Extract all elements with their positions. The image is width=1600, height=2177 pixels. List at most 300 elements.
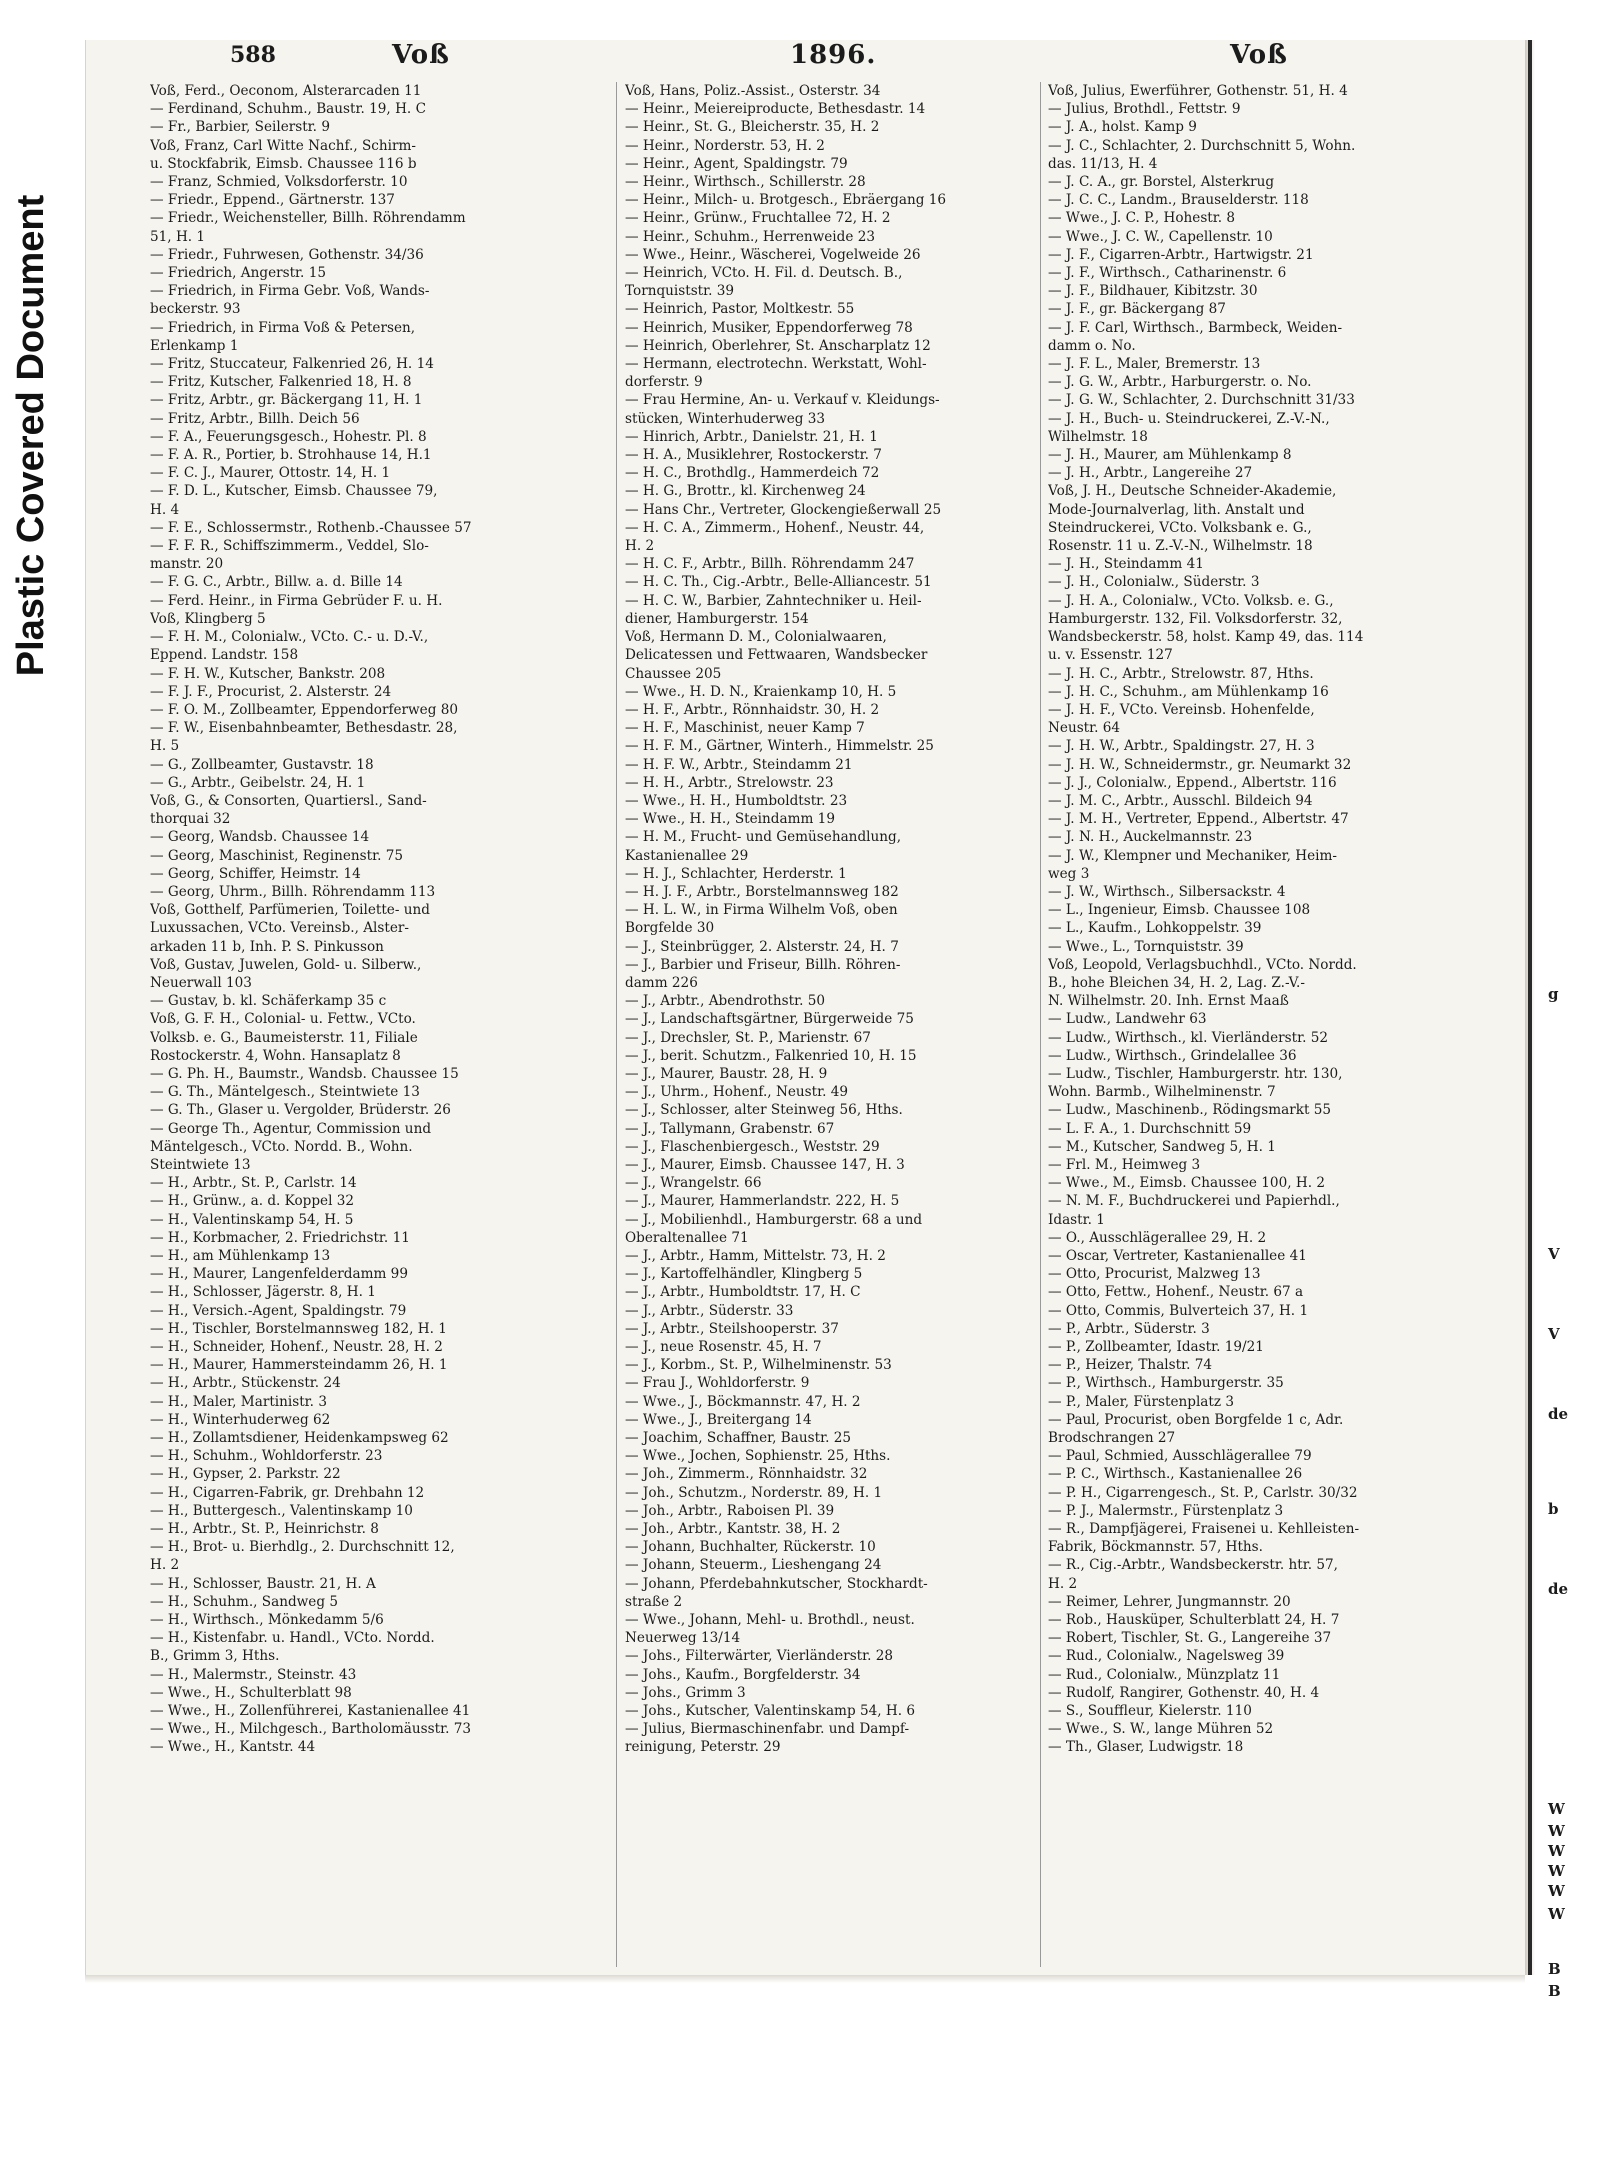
directory-entry-line: — Johann, Pferdebahnkutscher, Stockhardt- [625,1575,928,1592]
directory-entry-line: Erlenkamp 1 [150,337,239,354]
directory-entry-line: — R., Dampfjägerei, Fraisenei u. Kehlleisten- [1048,1521,1360,1538]
directory-entry-line: Eppend. Landstr. 158 [150,647,299,664]
directory-entry-line: — P., Maler, Fürstenplatz 3 [1048,1393,1235,1410]
directory-entry-line: — George Th., Agentur, Commission und [150,1120,432,1137]
directory-entry-line: arkaden 11 b, Inh. P. S. Pinkusson [150,938,384,955]
directory-entry-line: Neustr. 64 [1048,720,1121,737]
directory-entry-line: — Oscar, Vertreter, Kastanienallee 41 [1048,1248,1307,1264]
directory-entry-line: — Frau Hermine, An- u. Verkauf v. Kleidungs- [625,392,940,409]
directory-entry-line: — G., Zollbeamter, Gustavstr. 18 [150,756,374,773]
directory-entry-line: — J., Tallymann, Grabenstr. 67 [625,1120,835,1137]
directory-entry-line: — Friedrich, in Firma Voß & Petersen, [150,319,416,336]
directory-entry-line: — Otto, Procurist, Malzweg 13 [1048,1266,1261,1283]
directory-entry-line: — Rudolf, Rangirer, Gothenstr. 40, H. 4 [1048,1684,1320,1701]
directory-entry-line: — Heinrich, Pastor, Moltkestr. 55 [625,301,855,318]
directory-entry-line: — H., Cigarren-Fabrik, gr. Drehbahn 12 [150,1484,425,1501]
next-page-edge-fragments [1548,0,1598,2177]
directory-entry-line: — Johs., Filterwärter, Vierländerstr. 28 [625,1648,894,1665]
directory-entry-line: — J. H. A., Colonialw., VCto. Volksb. e. G., [1048,592,1334,609]
edge-fragment-text: W [1548,1882,1565,1900]
side-label [12,155,52,715]
directory-entry-line: — Johann, Buchhalter, Rückerstr. 10 [625,1539,876,1556]
directory-entry-line: — Wwe., H., Milchgesch., Bartholomäusstr. 73 [150,1721,472,1738]
directory-entry-line: H. 4 [150,501,180,518]
directory-entry-line: — H. A., Musiklehrer, Rostockerstr. 7 [625,447,882,464]
directory-entry-line: — J. H., Buch- u. Steindruckerei, Z.-V.-N., [1048,410,1330,427]
directory-entry-line: H. 2 [1048,1575,1078,1592]
edge-fragment-text: V [1548,1325,1560,1343]
directory-entry-line: — F. C. J., Maurer, Ottostr. 14, H. 1 [150,465,391,482]
directory-entry-line: — H., Schuhm., Wohldorferstr. 23 [150,1448,383,1465]
directory-entry-line: — H. C. F., Arbtr., Billh. Röhrendamm 247 [625,556,915,573]
directory-entry-line: — N. M. F., Buchdruckerei und Papierhdl., [1048,1193,1340,1210]
directory-entry-line: — J. F., gr. Bäckergang 87 [1048,301,1226,318]
directory-entry-line: — H., Versich.-Agent, Spaldingstr. 79 [150,1302,407,1319]
directory-entry-line: 51, H. 1 [150,228,206,245]
directory-entry-line: — Gustav, b. kl. Schäferkamp 35 c [150,993,387,1010]
directory-entry-line: — J., Flaschenbiergesch., Weststr. 29 [625,1138,880,1155]
directory-entry-line: — J., Drechsler, St. P., Marienstr. 67 [625,1029,871,1046]
directory-entry-line: B., Grimm 3, Hths. [150,1648,280,1665]
directory-entry-line: — Hermann, electrotechn. Werkstatt, Wohl- [625,356,927,373]
directory-entry-line: Voß, Julius, Ewerführer, Gothenstr. 51, H. 4 [1048,83,1348,99]
directory-entry-line: damm 226 [625,974,698,991]
directory-entry-line: H. 5 [150,738,180,755]
directory-entry-line: Tornquiststr. 39 [625,283,735,300]
directory-entry-line: — Heinr., Norderstr. 53, H. 2 [625,137,825,154]
directory-entry-line: — P., Wirthsch., Hamburgerstr. 35 [1048,1375,1284,1392]
edge-fragment-text: de [1548,1405,1569,1423]
directory-entry-line: — Wwe., S. W., lange Mühren 52 [1048,1721,1274,1738]
directory-entry-line: — H., Valentinskamp 54, H. 5 [150,1211,354,1228]
directory-entry-line: — H., Schlosser, Baustr. 21, H. A [150,1575,376,1592]
directory-entry-line: — Ferdinand, Schuhm., Baustr. 19, H. C [150,101,426,118]
directory-entry-line: Voß, Hans, Poliz.-Assist., Osterstr. 34 [625,83,881,99]
directory-entry-line: — Wwe., H. H., Humboldtstr. 23 [625,792,848,809]
directory-entry-line: — J. C. C., Landm., Brauselderstr. 118 [1048,192,1309,209]
directory-entry-line: — Rud., Colonialw., Münzplatz 11 [1048,1666,1281,1683]
directory-entry-line: diener, Hamburgerstr. 154 [625,610,809,627]
side-label-text: Plastic Covered Document [10,194,53,676]
directory-entry-line: — J., Arbtr., Abendrothstr. 50 [625,993,826,1010]
directory-entry-line: Rosenstr. 11 u. Z.-V.-N., Wilhelmstr. 18 [1048,538,1313,555]
directory-entry-line: Voß, Ferd., Oeconom, Alsterarcaden 11 [150,83,422,99]
directory-entry-line: — Paul, Procurist, oben Borgfelde 1 c, Adr. [1048,1411,1344,1428]
directory-entry-line: — Wwe., H. D. N., Kraienkamp 10, H. 5 [625,683,897,700]
directory-entry-line: — F. G. C., Arbtr., Billw. a. d. Bille 14 [150,574,403,591]
directory-entry-line: — Wwe., J. C. P., Hohestr. 8 [1048,210,1236,227]
directory-entry-line: — Fritz, Arbtr., Billh. Deich 56 [150,410,360,427]
directory-entry-line: — Heinrich, VCto. H. Fil. d. Deutsch. B., [625,265,903,282]
directory-entry-line: — Joachim, Schaffner, Baustr. 25 [625,1430,852,1447]
directory-entry-line: — Fritz, Arbtr., gr. Bäckergang 11, H. 1 [150,392,423,409]
directory-entry-line: — J. M. C., Arbtr., Ausschl. Bildeich 94 [1048,792,1313,809]
directory-entry-line: manstr. 20 [150,556,224,573]
directory-entry-line: — F. F. R., Schiffszimmerm., Veddel, Slo- [150,538,429,555]
column-divider [1040,82,1041,1967]
directory-entry-line: — J., Uhrm., Hohenf., Neustr. 49 [625,1084,849,1101]
edge-fragment-text: W [1548,1905,1565,1923]
directory-entry-line: — J. H. C., Arbtr., Strelowstr. 87, Hths. [1048,665,1314,682]
directory-entry-line: — P. H., Cigarrengesch., St. P., Carlstr. 30/32 [1048,1484,1358,1501]
running-header [100,40,1430,80]
edge-fragment-text: W [1548,1822,1565,1840]
directory-entry-line: — Rud., Colonialw., Nagelsweg 39 [1048,1648,1285,1665]
directory-entry-line: — J., Mobilienhdl., Hamburgerstr. 68 a und [625,1211,923,1228]
directory-entry-line: — J. F., Cigarren-Arbtr., Hartwigstr. 21 [1048,246,1314,263]
directory-entry-line: — H., Malermstr., Steinstr. 43 [150,1666,357,1683]
directory-entry-line: Volksb. e. G., Baumeisterstr. 11, Filiale [150,1029,418,1046]
running-head-year: 1896. [790,40,877,70]
directory-entry-line: damm o. No. [1048,337,1136,354]
directory-entry-line: — Wwe., Jochen, Sophienstr. 25, Hths. [625,1448,891,1465]
directory-entry-line: — Wwe., M., Eimsb. Chaussee 100, H. 2 [1048,1175,1326,1192]
directory-entry-line: — Frau J., Wohldorferstr. 9 [625,1375,810,1392]
directory-entry-line: — Reimer, Lehrer, Jungmannstr. 20 [1048,1593,1291,1610]
directory-entry-line: — J., Arbtr., Hamm, Mittelstr. 73, H. 2 [625,1248,886,1264]
directory-entry-line: — F. H. M., Colonialw., VCto. C.- u. D.-V., [150,629,429,646]
directory-entry-line: — P. C., Wirthsch., Kastanienallee 26 [1048,1466,1303,1483]
directory-entry-line: — H., Buttergesch., Valentinskamp 10 [150,1502,413,1519]
directory-entry-line: — Hinrich, Arbtr., Danielstr. 21, H. 1 [625,428,878,445]
directory-entry-line: Delicatessen und Fettwaaren, Wandsbecker [625,647,928,664]
directory-entry-line: — F. O. M., Zollbeamter, Eppendorferweg 80 [150,701,459,718]
directory-entry-line: — Frl. M., Heimweg 3 [1048,1156,1201,1173]
directory-entry-line: thorquai 32 [150,811,231,828]
page-number: 588 [230,42,276,68]
edge-fragment-text: b [1548,1500,1559,1518]
directory-entry-line: — J. F., Bildhauer, Kibitzstr. 30 [1048,283,1258,300]
directory-entry-line: — H., Maurer, Hammersteindamm 26, H. 1 [150,1357,448,1374]
directory-entry-line: Mäntelgesch., VCto. Nordd. B., Wohn. [150,1138,413,1155]
directory-entry-line: — J., Arbtr., Süderstr. 33 [625,1302,794,1319]
directory-entry-line: — H., Brot- u. Bierhdlg., 2. Durchschnitt 12, [150,1539,455,1556]
directory-entry-line: — J. H., Maurer, am Mühlenkamp 8 [1048,447,1292,464]
directory-entry-line: — Friedrich, Angerstr. 15 [150,265,326,282]
column-divider [616,82,617,1967]
directory-entry-line: — Joh., Zimmerm., Rönnhaidstr. 32 [625,1466,868,1483]
directory-entry-line: — F. H. W., Kutscher, Bankstr. 208 [150,665,386,682]
directory-entry-line: — H., Kistenfabr. u. Handl., VCto. Nordd. [150,1630,435,1647]
directory-entry-line: — F. W., Eisenbahnbeamter, Bethesdastr. 28, [150,720,458,737]
directory-entry-line: Voß, Franz, Carl Witte Nachf., Schirm- [150,137,416,154]
directory-entry-line: — H. F., Maschinist, neuer Kamp 7 [625,720,865,737]
directory-entry-line: — Wwe., Johann, Mehl- u. Brothdl., neust. [625,1612,915,1629]
directory-entry-line: — L., Kaufm., Lohkoppelstr. 39 [1048,920,1262,937]
directory-entry-line: — Wwe., H., Zollenführerei, Kastanienallee 41 [150,1703,471,1720]
directory-entry-line: — J. H. W., Schneidermstr., gr. Neumarkt 32 [1048,756,1352,773]
directory-entry-line: — J., Maurer, Hammerlandstr. 222, H. 5 [625,1193,900,1210]
directory-entry-line: — J. H., Steindamm 41 [1048,556,1204,573]
directory-entry-line: — H., Grünw., a. d. Koppel 32 [150,1193,355,1210]
directory-entry-line: — Joh., Schutzm., Norderstr. 89, H. 1 [625,1484,883,1501]
directory-entry-line: — Wwe., J. C. W., Capellenstr. 10 [1048,228,1273,245]
directory-entry-line: Wilhelmstr. 18 [1048,428,1148,445]
directory-entry-line: beckerstr. 93 [150,301,241,318]
directory-entry-line: — Georg, Schiffer, Heimstr. 14 [150,865,361,882]
directory-entry-line: weg 3 [1048,865,1090,882]
directory-entry-line: — Johs., Grimm 3 [625,1684,746,1701]
directory-entry-line: — O., Ausschlägerallee 29, H. 2 [1048,1229,1267,1246]
running-head-right: Voß [1230,40,1288,70]
directory-entry-line: — H., Arbtr., St. P., Heinrichstr. 8 [150,1521,379,1538]
directory-entry-line: Hamburgerstr. 132, Fil. Volksdorferstr. 32, [1048,610,1343,627]
directory-entry-line: — J. C., Schlachter, 2. Durchschnitt 5, Wohn. [1048,137,1356,154]
directory-entry-line: u. v. Essenstr. 127 [1048,647,1173,664]
directory-entry-line: — Heinr., Milch- u. Brotgesch., Ebräergang 16 [625,192,947,209]
directory-entry-line: — H., Wirthsch., Mönkedamm 5/6 [150,1612,384,1629]
directory-entry-line: — J. J., Colonialw., Eppend., Albertstr. 116 [1048,774,1337,791]
directory-entry-line: — J., Arbtr., Steilshooperstr. 37 [625,1320,839,1337]
directory-entry-line: — Wwe., J., Böckmannstr. 47, H. 2 [625,1393,861,1410]
edge-fragment-text: B [1548,1982,1561,2000]
directory-entry-line: — M., Kutscher, Sandweg 5, H. 1 [1048,1138,1276,1155]
directory-entry-line: u. Stockfabrik, Eimsb. Chaussee 116 b [150,155,417,172]
directory-entry-line: Neuerwall 103 [150,974,252,991]
directory-entry-line: — H. C., Brothdlg., Hammerdeich 72 [625,465,880,482]
directory-entry-line: H. 2 [625,538,655,555]
directory-entry-line: — Wwe., J., Breitergang 14 [625,1411,812,1428]
directory-entry-line: — Joh., Arbtr., Raboisen Pl. 39 [625,1502,835,1519]
directory-entry-line: — H., Arbtr., Stückenstr. 24 [150,1375,341,1392]
directory-entry-line: Neuerweg 13/14 [625,1630,741,1647]
directory-entry-line: — J., Korbm., St. P., Wilhelminenstr. 53 [625,1357,892,1374]
directory-entry-line: Rostockerstr. 4, Wohn. Hansaplatz 8 [150,1047,401,1064]
directory-entry-line: — J. C. A., gr. Borstel, Alsterkrug [1048,174,1275,191]
directory-entry-line: Voß, Klingberg 5 [150,610,266,627]
page-edge [1528,40,1532,1975]
directory-entry-line: — J., Arbtr., Humboldtstr. 17, H. C [625,1284,861,1301]
directory-entry-line: — J. W., Wirthsch., Silbersackstr. 4 [1048,883,1286,900]
directory-entry-line: — J. M. H., Vertreter, Eppend., Albertstr. 47 [1048,811,1349,828]
directory-entry-line: — H. C. W., Barbier, Zahntechniker u. Heil- [625,592,922,609]
directory-entry-line: — P. J., Malermstr., Fürstenplatz 3 [1048,1502,1284,1519]
directory-entry-line: — H., Arbtr., St. P., Carlstr. 14 [150,1175,357,1192]
directory-entry-line: — H. F., Arbtr., Rönnhaidstr. 30, H. 2 [625,701,880,718]
directory-column-1 [150,82,555,1757]
directory-entry-line: — Ludw., Maschinenb., Rödingsmarkt 55 [1048,1102,1332,1119]
directory-entry-line: — H. F. M., Gärtner, Winterh., Himmelstr. 25 [625,738,934,755]
edge-fragment-text: V [1548,1245,1560,1263]
directory-entry-line: — J. F., Wirthsch., Catharinenstr. 6 [1048,265,1287,282]
directory-entry-line: Idastr. 1 [1048,1211,1105,1228]
directory-entry-line: — F. D. L., Kutscher, Eimsb. Chaussee 79, [150,483,438,500]
directory-entry-line: — J., Maurer, Eimsb. Chaussee 147, H. 3 [625,1156,905,1173]
edge-fragment-text: W [1548,1842,1565,1860]
directory-entry-line: das. 11/13, H. 4 [1048,155,1158,172]
directory-entry-line: — Friedr., Fuhrwesen, Gothenstr. 34/36 [150,246,424,263]
directory-entry-line: — J. G. W., Arbtr., Harburgerstr. o. No. [1048,374,1312,391]
directory-entry-line: Kastanienallee 29 [625,847,749,864]
directory-entry-line: — Th., Glaser, Ludwigstr. 18 [1048,1739,1244,1756]
directory-entry-line: — Friedr., Weichensteller, Billh. Röhrendamm [150,210,466,227]
directory-entry-line: Luxussachen, VCto. Vereinsb., Alster- [150,920,409,937]
directory-entry-line: — F. J. F., Procurist, 2. Alsterstr. 24 [150,683,392,700]
directory-entry-line: — Ferd. Heinr., in Firma Gebrüder F. u. H. [150,592,443,609]
directory-entry-line: Mode-Journalverlag, lith. Anstalt und [1048,501,1305,518]
directory-entry-line: — G., Arbtr., Geibelstr. 24, H. 1 [150,774,366,791]
directory-entry-line: Steintwiete 13 [150,1156,251,1173]
directory-entry-line: — H., Schuhm., Sandweg 5 [150,1593,339,1610]
directory-entry-line: — J., Barbier und Friseur, Billh. Röhren- [625,956,901,973]
directory-entry-line: — H., Zollamtsdiener, Heidenkampsweg 62 [150,1430,449,1447]
directory-entry-line: — Ludw., Wirthsch., Grindelallee 36 [1048,1047,1297,1064]
directory-entry-line: — Friedr., Eppend., Gärtnerstr. 137 [150,192,395,209]
directory-entry-line: Steindruckerei, VCto. Volksbank e. G., [1048,519,1312,536]
directory-entry-line: stücken, Winterhuderweg 33 [625,410,826,427]
directory-entry-line: — P., Zollbeamter, Idastr. 19/21 [1048,1339,1264,1356]
directory-entry-line: — H. L. W., in Firma Wilhelm Voß, oben [625,902,898,919]
directory-entry-line: — H., Maurer, Langenfelderdamm 99 [150,1266,408,1283]
directory-entry-line: — J., Steinbrügger, 2. Alsterstr. 24, H. 7 [625,938,899,955]
directory-entry-line: — Robert, Tischler, St. G., Langereihe 37 [1048,1630,1332,1647]
directory-entry-line: — Fritz, Kutscher, Falkenried 18, H. 8 [150,374,412,391]
directory-entry-line: — J. W., Klempner und Mechaniker, Heim- [1048,847,1337,864]
directory-entry-line: — Fritz, Stuccateur, Falkenried 26, H. 14 [150,356,434,373]
directory-entry-line: Voß, Hermann D. M., Colonialwaaren, [625,629,887,646]
running-head-left: Voß [392,40,450,70]
directory-entry-line: Borgfelde 30 [625,920,715,937]
directory-entry-line: — J. H., Arbtr., Langereihe 27 [1048,465,1253,482]
directory-entry-line: — H. C. A., Zimmerm., Hohenf., Neustr. 44, [625,519,925,536]
directory-entry-line: — J., Schlosser, alter Steinweg 56, Hths. [625,1102,903,1119]
directory-entry-line: — Otto, Fettw., Hohenf., Neustr. 67 a [1048,1284,1304,1301]
directory-entry-line: — Johs., Kaufm., Borgfelderstr. 34 [625,1666,861,1683]
directory-entry-line: Fabrik, Böckmannstr. 57, Hths. [1048,1539,1263,1556]
directory-entry-line: — J., Wrangelstr. 66 [625,1175,762,1192]
directory-entry-line: Voß, Gustav, Juwelen, Gold- u. Silberw., [150,956,422,973]
directory-entry-line: — Wwe., L., Tornquiststr. 39 [1048,938,1244,955]
directory-entry-line: — Ludw., Landwehr 63 [1048,1011,1207,1028]
directory-entry-line: — Ludw., Tischler, Hamburgerstr. htr. 130, [1048,1065,1343,1082]
directory-entry-line: — Wwe., H., Schulterblatt 98 [150,1684,352,1701]
directory-entry-line: — H. F. W., Arbtr., Steindamm 21 [625,756,853,773]
directory-entry-line: Wandsbeckerstr. 58, holst. Kamp 49, das. 114 [1048,629,1364,646]
directory-entry-line: — H. J. F., Arbtr., Borstelmannsweg 182 [625,883,899,900]
directory-entry-line: — Georg, Uhrm., Billh. Röhrendamm 113 [150,883,436,900]
directory-entry-line: — G. Th., Mäntelgesch., Steintwiete 13 [150,1084,420,1101]
directory-column-2 [625,82,1030,1757]
directory-entry-line: — P., Arbtr., Süderstr. 3 [1048,1320,1210,1337]
directory-entry-line: — J., Landschaftsgärtner, Bürgerweide 75 [625,1011,914,1028]
directory-entry-line: — J., berit. Schutzm., Falkenried 10, H. 15 [625,1047,917,1064]
directory-entry-line: Voß, J. H., Deutsche Schneider-Akademie, [1048,483,1337,500]
directory-entry-line: — Heinr., Agent, Spaldingstr. 79 [625,155,848,172]
directory-entry-line: — J. N. H., Auckelmannstr. 23 [1048,829,1253,846]
directory-entry-line: — H., Schlosser, Jägerstr. 8, H. 1 [150,1284,376,1301]
directory-entry-line: — J., neue Rosenstr. 45, H. 7 [625,1339,822,1356]
directory-entry-line: — Paul, Schmied, Ausschlägerallee 79 [1048,1448,1312,1465]
directory-entry-line: — S., Souffleur, Kielerstr. 110 [1048,1703,1252,1720]
directory-entry-line: — J. H. W., Arbtr., Spaldingstr. 27, H. 3 [1048,738,1315,755]
directory-entry-line: — H. J., Schlachter, Herderstr. 1 [625,865,847,882]
directory-entry-line: — F. E., Schlossermstr., Rothenb.-Chaussee 57 [150,519,472,536]
directory-entry-line: Oberaltenallee 71 [625,1229,749,1246]
directory-entry-line: — H. C. Th., Cig.-Arbtr., Belle-Alliancestr. 51 [625,574,932,591]
directory-entry-line: — Johann, Steuerm., Lieshengang 24 [625,1557,882,1574]
directory-entry-line: Wohn. Barmb., Wilhelminenstr. 7 [1048,1084,1276,1101]
edge-fragment-text: de [1548,1580,1569,1598]
directory-entry-line: straße 2 [625,1593,683,1610]
directory-entry-line: — Julius, Biermaschinenfabr. und Dampf- [625,1721,910,1738]
directory-entry-line: — Heinr., St. G., Bleicherstr. 35, H. 2 [625,119,880,136]
directory-entry-line: reinigung, Peterstr. 29 [625,1739,781,1756]
edge-fragment-text: g [1548,985,1559,1003]
directory-entry-line: H. 2 [150,1557,180,1574]
directory-entry-line: — R., Cig.-Arbtr., Wandsbeckerstr. htr. 57, [1048,1557,1338,1574]
directory-entry-line: — J. G. W., Schlachter, 2. Durchschnitt 31/33 [1048,392,1355,409]
directory-entry-line: — H., Schneider, Hohenf., Neustr. 28, H. 2 [150,1339,443,1356]
directory-entry-line: — G. Ph. H., Baumstr., Wandsb. Chaussee 15 [150,1065,459,1082]
directory-entry-line: N. Wilhelmstr. 20. Inh. Ernst Maaß [1048,993,1289,1010]
directory-entry-line: — J. H. C., Schuhm., am Mühlenkamp 16 [1048,683,1329,700]
directory-column-3 [1048,82,1453,1757]
directory-entry-line: — Fr., Barbier, Seilerstr. 9 [150,119,330,136]
directory-entry-line: — Friedrich, in Firma Gebr. Voß, Wands- [150,283,430,300]
directory-entry-line: — P., Heizer, Thalstr. 74 [1048,1357,1213,1374]
directory-entry-line: Voß, Leopold, Verlagsbuchhdl., VCto. Nordd. [1048,956,1357,973]
directory-entry-line: B., hohe Bleichen 34, H. 2, Lag. Z.-V.- [1048,974,1305,991]
directory-entry-line: — J. H., Colonialw., Süderstr. 3 [1048,574,1260,591]
directory-entry-line: — Hans Chr., Vertreter, Glockengießerwall 25 [625,501,942,518]
directory-entry-line: Voß, G. F. H., Colonial- u. Fettw., VCto. [150,1011,416,1028]
directory-entry-line: — J. A., holst. Kamp 9 [1048,119,1197,136]
directory-entry-line: — H. M., Frucht- und Gemüsehandlung, [625,829,902,846]
directory-entry-line: — H., Gypser, 2. Parkstr. 22 [150,1466,341,1483]
directory-entry-line: — H., Korbmacher, 2. Friedrichstr. 11 [150,1229,410,1246]
directory-entry-line: Chaussee 205 [625,665,722,682]
directory-entry-line: — Ludw., Wirthsch., kl. Vierländerstr. 52 [1048,1029,1329,1046]
directory-entry-line: — Heinr., Grünw., Fruchtallee 72, H. 2 [625,210,891,227]
directory-entry-line: — H. G., Brottr., kl. Kirchenweg 24 [625,483,866,500]
edge-fragment-text: B [1548,1960,1561,1978]
directory-entry-line: — Joh., Arbtr., Kantstr. 38, H. 2 [625,1521,841,1538]
directory-entry-line: — J. H. F., VCto. Vereinsb. Hohenfelde, [1048,701,1315,718]
directory-entry-line: dorferstr. 9 [625,374,703,391]
directory-entry-line: — Franz, Schmied, Volksdorferstr. 10 [150,174,408,191]
directory-entry-line: — Wwe., H. H., Steindamm 19 [625,811,835,828]
directory-entry-line: — Heinrich, Oberlehrer, St. Anscharplatz 12 [625,337,931,354]
directory-entry-line: — Johs., Kutscher, Valentinskamp 54, H. 6 [625,1703,916,1720]
directory-entry-line: — Heinrich, Musiker, Eppendorferweg 78 [625,319,913,336]
directory-entry-line: — H., Tischler, Borstelmannsweg 182, H. 1 [150,1320,447,1337]
directory-entry-line: — J. F. Carl, Wirthsch., Barmbeck, Weiden- [1048,319,1343,336]
directory-entry-line: — H., am Mühlenkamp 13 [150,1248,331,1264]
directory-entry-line: Voß, Gotthelf, Parfümerien, Toilette- und [150,902,430,919]
directory-entry-line: — L., Ingenieur, Eimsb. Chaussee 108 [1048,902,1311,919]
directory-entry-line: — Wwe., H., Kantstr. 44 [150,1739,316,1756]
directory-entry-line: — Otto, Commis, Bulverteich 37, H. 1 [1048,1302,1309,1319]
edge-fragment-text: W [1548,1862,1565,1880]
directory-entry-line: — Julius, Brothdl., Fettstr. 9 [1048,101,1241,118]
directory-entry-line: — Georg, Wandsb. Chaussee 14 [150,829,370,846]
directory-entry-line: — H., Maler, Martinistr. 3 [150,1393,327,1410]
edge-fragment-text: W [1548,1800,1565,1818]
page-bottom-edge [85,1975,1525,1983]
directory-entry-line: — F. A. R., Portier, b. Strohhause 14, H.1 [150,447,432,464]
directory-entry-line: — Heinr., Wirthsch., Schillerstr. 28 [625,174,866,191]
directory-entry-line: — F. A., Feuerungsgesch., Hohestr. Pl. 8 [150,428,427,445]
directory-entry-line: — H. H., Arbtr., Strelowstr. 23 [625,774,834,791]
directory-entry-line: — J. F. L., Maler, Bremerstr. 13 [1048,356,1261,373]
directory-entry-line: — Georg, Maschinist, Reginenstr. 75 [150,847,404,864]
directory-entry-line: — J., Maurer, Baustr. 28, H. 9 [625,1065,828,1082]
directory-entry-line: — L. F. A., 1. Durchschnitt 59 [1048,1120,1252,1137]
directory-entry-line: — Wwe., Heinr., Wäscherei, Vogelweide 26 [625,246,921,263]
directory-entry-line: — Heinr., Meiereiproducte, Bethesdastr. 14 [625,101,926,118]
directory-entry-line: Brodschrangen 27 [1048,1430,1176,1447]
directory-entry-line: — G. Th., Glaser u. Vergolder, Brüderstr. 26 [150,1102,451,1119]
